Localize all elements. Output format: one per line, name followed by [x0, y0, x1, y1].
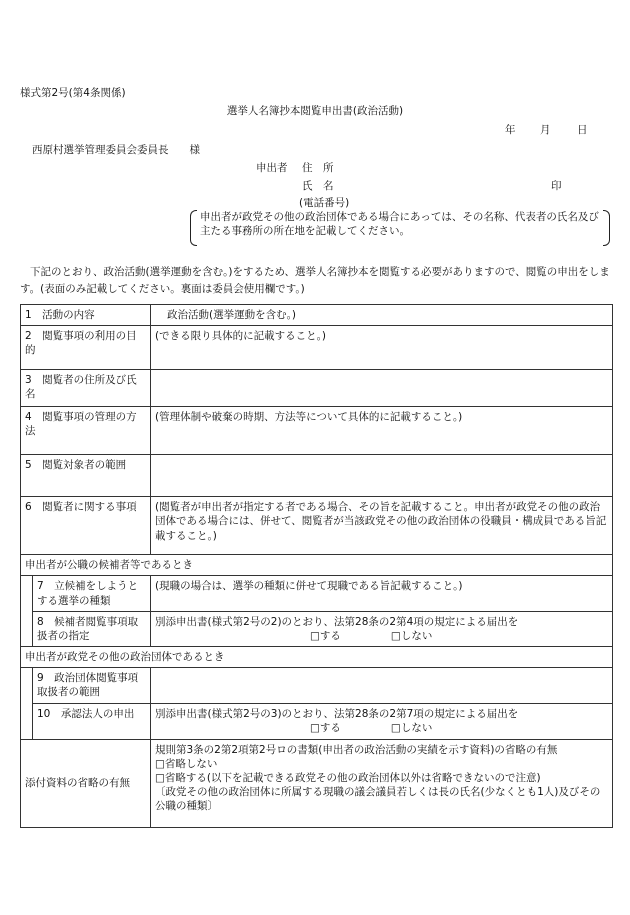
section-candidate-title: 申出者が公職の候補者等であるとき [21, 555, 613, 576]
right-bracket [603, 210, 610, 246]
date-year: 年 [505, 124, 516, 136]
application-table [20, 304, 613, 828]
row10-checkbox-yes[interactable]: □する [310, 722, 341, 735]
row-activity [21, 305, 613, 326]
row-viewer-info [21, 497, 613, 555]
row4-label: 4 閲覧事項の管理の方法 [21, 407, 151, 455]
row-viewer [21, 370, 613, 407]
row-candidate-handler [21, 611, 613, 646]
row8-cell [151, 611, 613, 646]
row-management [21, 407, 613, 455]
row-party-handler [21, 668, 613, 704]
row5-label: 5 閲覧対象者の範囲 [21, 455, 151, 497]
attachment-omit-yes[interactable]: □省略する(以下を記載できる政党その他の政治団体以外は省略できないので注意) [155, 771, 541, 784]
row3-value[interactable] [151, 370, 613, 407]
row6-label: 6 閲覧者に関する事項 [21, 497, 151, 555]
indent-cell [21, 611, 33, 646]
row10-cell [151, 704, 613, 739]
row10-checkbox-no[interactable]: □しない [390, 722, 433, 735]
seal-mark: 印 [551, 180, 562, 192]
applicant-note-bracket [190, 210, 610, 246]
row7-label: 7 立候補をしようとする選挙の種類 [33, 576, 151, 611]
phone-label: (電話番号) [299, 197, 350, 209]
row2-value[interactable]: (できる限り具体的に記載すること。) [151, 326, 613, 370]
indent-cell [21, 576, 33, 611]
row6-value[interactable]: (閲覧者が申出者が指定する者である場合、その旨を記載すること。申出者が政党その他の政治団体である場合には、併せて、閲覧者が当該政党その他の政治団体の役職員・構成員である旨記載すること。) [151, 497, 613, 555]
attachment-line1: 規則第3条の2第2項第2号ロの書類(申出者の政治活動の実績を示す資料)の省略の有無 [155, 743, 558, 756]
indent-cell [21, 704, 33, 739]
attachment-label: 添付資料の省略の有無 [21, 739, 151, 827]
row10-label: 10 承認法人の申出 [33, 704, 151, 739]
form-number: 様式第2号(第4条関係) [20, 87, 126, 99]
row8-label: 8 候補者閲覧事項取扱者の指定 [33, 611, 151, 646]
applicant-address-label: 住 所 [302, 162, 334, 174]
addressee: 西原村選挙管理委員会委員長 様 [32, 144, 200, 156]
row10-value: 別添申出書(様式第2号の3)のとおり、法第28条の2第7項の規定による届出を [155, 708, 519, 721]
page-title: 選挙人名簿抄本閲覧申出書(政治活動) [226, 105, 404, 117]
applicant-name-label: 氏 名 [302, 180, 334, 192]
row9-value[interactable] [151, 668, 613, 704]
section-party [21, 647, 613, 668]
row5-value[interactable] [151, 455, 613, 497]
section-party-title: 申出者が政党その他の政治団体であるとき [21, 647, 613, 668]
applicant-label: 申出者 [256, 162, 288, 174]
row-purpose [21, 326, 613, 370]
row2-label: 2 閲覧事項の利用の目的 [21, 326, 151, 370]
date-day: 日 [577, 124, 588, 136]
attachment-cell [151, 739, 613, 827]
row-election-type [21, 576, 613, 611]
row8-value: 別添申出書(様式第2号の2)のとおり、法第28条の2第4項の規定による届出を [155, 615, 519, 628]
row7-value[interactable]: (現職の場合は、選挙の種類に併せて現職である旨記載すること。) [151, 576, 613, 611]
row4-value[interactable]: (管理体制や破棄の時期、方法等について具体的に記載すること。) [151, 407, 613, 455]
row1-value[interactable]: 政治活動(選挙運動を含む。) [151, 305, 613, 326]
section-candidate [21, 555, 613, 576]
left-bracket [190, 210, 197, 246]
attachment-note: 〔政党その他の政治団体に所属する現職の議会議員若しくは長の氏名(少なくとも1人)及びその公職の種類〕 [155, 786, 601, 813]
row-attachment [21, 739, 613, 827]
row8-checkbox-no[interactable]: □しない [390, 629, 433, 642]
applicant-note: 申出者が政党その他の政治団体である場合にあっては、その名称、代表者の氏名及び主たる事務所の所在地を記載してください。 [200, 211, 599, 238]
row9-label: 9 政治団体閲覧事項取扱者の範囲 [33, 668, 151, 704]
indent-cell [21, 668, 33, 704]
row1-label: 1 活動の内容 [21, 305, 151, 326]
row-approved-corp [21, 704, 613, 739]
row-scope [21, 455, 613, 497]
row3-label: 3 閲覧者の住所及び氏名 [21, 370, 151, 407]
intro-text [20, 264, 612, 298]
attachment-omit-no[interactable]: □省略しない [155, 757, 218, 770]
row8-checkbox-yes[interactable]: □する [310, 629, 341, 642]
intro-body: 下記のとおり、政治活動(選挙運動を含む。)をするため、選挙人名簿抄本を閲覧する必要がありますので、閲覧の申出をします。(表面のみ記載してください。裏面は委員会使用欄です。) [20, 266, 610, 295]
date-month: 月 [540, 124, 551, 136]
